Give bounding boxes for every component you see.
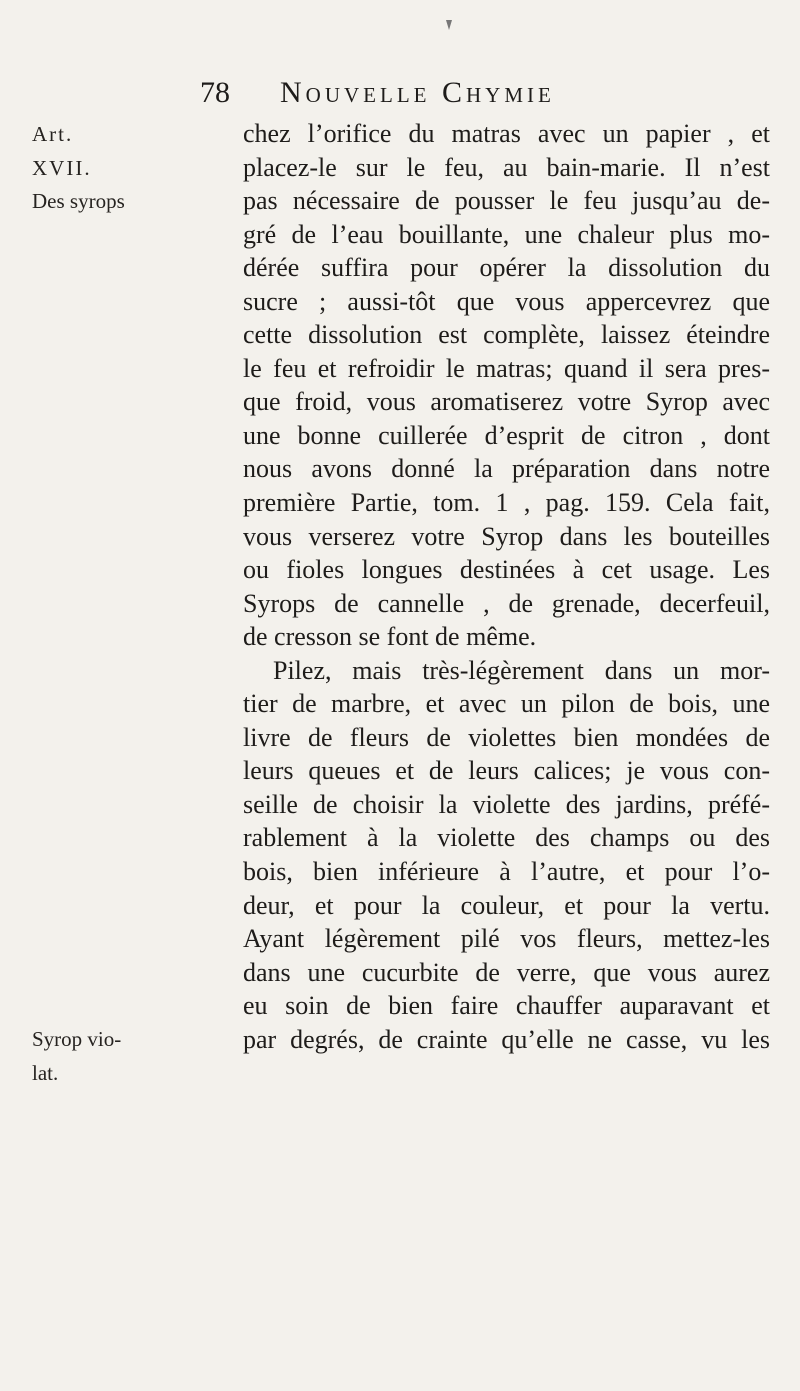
text-line: cette dissolution est complète, laissez éteindre [243, 320, 770, 350]
text-line: Pilez, mais très-légèrement dans un mor- [273, 655, 770, 685]
text-line: que froid, vous aromatiserez votre Syrop avec [243, 387, 770, 417]
text-line: pas nécessaire de pousser le feu jusqu’au de- [243, 186, 770, 216]
text-line: le feu et refroidir le matras; quand il sera pres- [243, 353, 770, 383]
text-line: dans une cucurbite de verre, que vous aurez [243, 957, 770, 987]
margin-note-syrop-violat [32, 1022, 121, 1090]
text-line: dérée suffira pour opérer la dissolution du [243, 253, 770, 283]
margin-note-article [32, 117, 92, 185]
text-line: première Partie, tom. 1 , pag. 159. Cela fait, [243, 488, 770, 518]
margin-note-line: Syrop vio- [32, 1027, 122, 1051]
margin-note-line: XVII. [32, 156, 92, 180]
text-line: par degrés, de crainte qu’elle ne casse, vu les [243, 1024, 770, 1054]
text-line: ou fioles longues destinées à cet usage. Les [243, 555, 770, 585]
text-line: Syrops de cannelle , de grenade, decerfeuil, [243, 588, 770, 618]
text-line: placez-le sur le feu, au bain-marie. Il n’est [243, 152, 770, 182]
text-line: livre de fleurs de violettes bien mondées de [243, 722, 770, 752]
text-line: deur, et pour la couleur, et pour la vertu. [243, 890, 770, 920]
page-header [0, 76, 800, 116]
margin-note-des-syrops [32, 184, 125, 218]
margin-note-line: Des syrops [32, 189, 125, 213]
text-line: seille de choisir la violette des jardins, préfé- [243, 789, 770, 819]
body-text [243, 117, 770, 1056]
text-line: bois, bien inférieure à l’autre, et pour l’o- [243, 857, 770, 887]
text-line: rablement à la violette des champs ou des [243, 823, 770, 853]
text-line: Ayant légèrement pilé vos fleurs, mettez-les [243, 924, 770, 954]
margin-note-line: Art. [32, 122, 74, 146]
text-line: vous verserez votre Syrop dans les bouteilles [243, 521, 770, 551]
text-line: chez l’orifice du matras avec un papier , et [243, 119, 770, 148]
text-line: nous avons donné la préparation dans notre [243, 454, 770, 484]
margin-note-line: lat. [32, 1061, 59, 1085]
print-mark [446, 20, 452, 30]
text-line: eu soin de bien faire chauffer auparavant et [243, 991, 770, 1021]
text-line: leurs queues et de leurs calices; je vous con- [243, 756, 770, 786]
text-line: sucre ; aussi-tôt que vous appercevrez que [243, 286, 770, 316]
text-line: gré de l’eau bouillante, une chaleur plus mo- [243, 219, 770, 249]
text-line: de cresson se font de même. [243, 622, 537, 652]
page-number: 78 [200, 76, 230, 109]
running-title: Nouvelle Chymie [280, 76, 555, 109]
text-line: tier de marbre, et avec un pilon de bois, une [243, 689, 770, 719]
text-line: une bonne cuillerée d’esprit de citron , dont [243, 420, 770, 450]
